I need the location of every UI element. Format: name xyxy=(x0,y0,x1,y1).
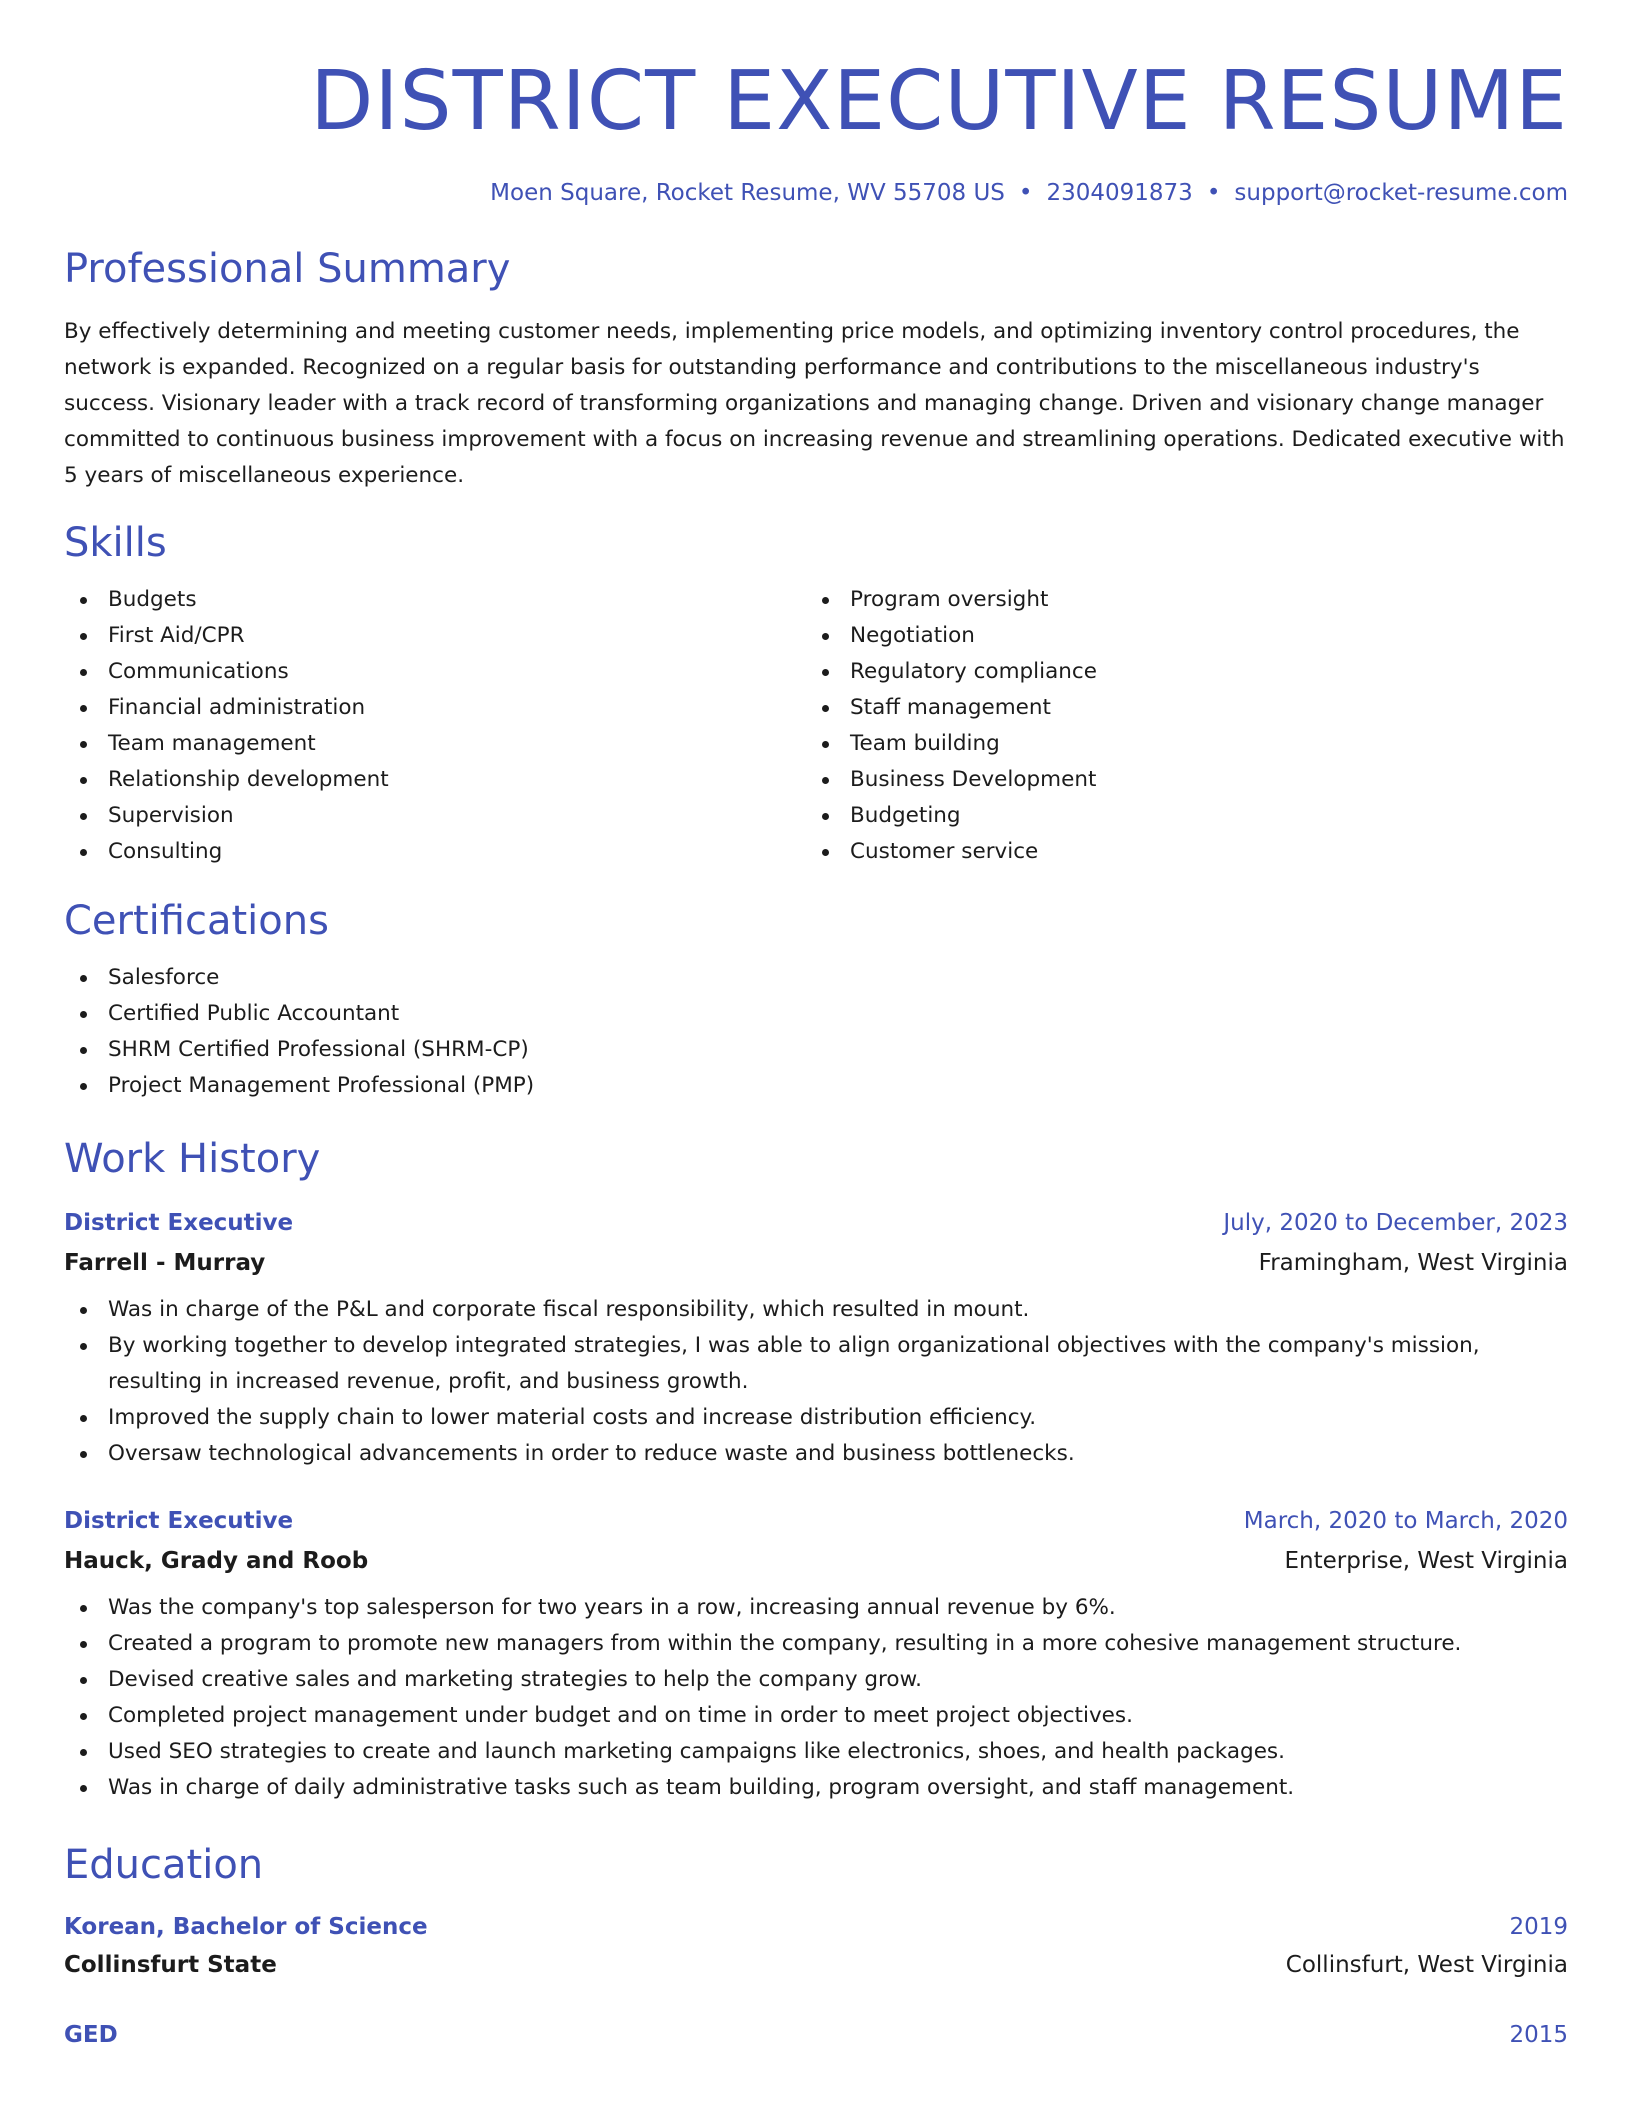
certification-item: SHRM Certified Professional (SHRM-CP) xyxy=(64,1032,1568,1068)
summary-text: By effectively determining and meeting customer needs, implementing price models, and optimizing inventory control procedures, the network is expanded. Recognized on a regular basis for outstanding performance and contributions to the miscellaneous industry's success. Visionary leader with a track record of transforming organizations and managing change. Driven and visionary change manager committed to continuous business improvement with a focus on increasing revenue and streamlining operations. Dedicated executive with 5 years of miscellaneous experience. xyxy=(64,319,1565,488)
school-location: Collinsfurt, West Virginia xyxy=(1285,1952,1568,1978)
work-entry-subheader xyxy=(64,1248,1568,1278)
work-entry-header xyxy=(64,1208,1568,1238)
skills-list-right xyxy=(806,582,1548,870)
skill-item: First Aid/CPR xyxy=(64,618,806,654)
job-duties-list xyxy=(64,1292,1568,1472)
education-entry xyxy=(64,2020,1568,2050)
education-entry-header xyxy=(64,2020,1568,2050)
job-location: Framingham, West Virginia xyxy=(1258,1250,1568,1276)
skill-item: Customer service xyxy=(806,834,1548,870)
skill-item: Consulting xyxy=(64,834,806,870)
school-name: Collinsfurt State xyxy=(64,1952,277,1978)
skill-item: Budgeting xyxy=(806,798,1548,834)
graduation-year: 2019 xyxy=(1509,1914,1568,1940)
summary-heading: Professional Summary xyxy=(64,246,511,292)
job-duty: Was in charge of the P&L and corporate fiscal responsibility, which resulted in mount. xyxy=(64,1292,1568,1328)
skill-item: Staff management xyxy=(806,690,1548,726)
company-name: Farrell - Murray xyxy=(64,1250,266,1276)
skills-grid xyxy=(64,582,1568,870)
job-title: District Executive xyxy=(64,1508,294,1534)
resume-header xyxy=(64,0,1568,208)
job-duty: Devised creative sales and marketing strategies to help the company grow. xyxy=(64,1662,1568,1698)
skill-item: Communications xyxy=(64,654,806,690)
contact-separator: • xyxy=(1018,180,1033,206)
contact-address: Moen Square, Rocket Resume, WV 55708 US xyxy=(490,180,1005,206)
contact-email: support@rocket-resume.com xyxy=(1234,180,1568,206)
contact-line xyxy=(64,178,1568,208)
job-location: Enterprise, West Virginia xyxy=(1284,1548,1568,1574)
skill-item: Negotiation xyxy=(806,618,1548,654)
degree-name: GED xyxy=(64,2022,118,2048)
graduation-year: 2015 xyxy=(1509,2022,1568,2048)
education-entry-header xyxy=(64,1912,1568,1942)
education-entry xyxy=(64,1912,1568,1980)
job-duty: Improved the supply chain to lower material costs and increase distribution efficiency. xyxy=(64,1400,1568,1436)
company-name: Hauck, Grady and Roob xyxy=(64,1548,369,1574)
education-entry-subheader xyxy=(64,1950,1568,1980)
skill-item: Team building xyxy=(806,726,1548,762)
job-dates: March, 2020 to March, 2020 xyxy=(1243,1508,1568,1534)
job-duty: Created a program to promote new managers from within the company, resulting in a more cohesive management structure. xyxy=(64,1626,1568,1662)
skill-item: Program oversight xyxy=(806,582,1548,618)
skill-item: Supervision xyxy=(64,798,806,834)
job-duty: By working together to develop integrated strategies, I was able to align organizational objectives with the company's mission, resulting in increased revenue, profit, and business growth. xyxy=(64,1328,1568,1400)
job-duty: Completed project management under budget and on time in order to meet project objectives. xyxy=(64,1698,1568,1734)
skill-item: Business Development xyxy=(806,762,1548,798)
resume-title: DISTRICT EXECUTIVE RESUME xyxy=(310,54,1568,149)
work-entry-subheader xyxy=(64,1546,1568,1576)
job-duty: Was in charge of daily administrative tasks such as team building, program oversight, and staff management. xyxy=(64,1770,1568,1806)
skill-item: Budgets xyxy=(64,582,806,618)
job-title: District Executive xyxy=(64,1210,294,1236)
work-entry-header xyxy=(64,1506,1568,1536)
certification-item: Salesforce xyxy=(64,960,1568,996)
work-history-heading: Work History xyxy=(64,1136,321,1182)
skills-heading: Skills xyxy=(64,520,167,566)
job-duty: Oversaw technological advancements in order to reduce waste and business bottlenecks. xyxy=(64,1436,1568,1472)
skill-item: Financial administration xyxy=(64,690,806,726)
degree-name: Korean, Bachelor of Science xyxy=(64,1914,428,1940)
contact-separator: • xyxy=(1206,180,1221,206)
work-entry xyxy=(64,1506,1568,1806)
job-duty: Used SEO strategies to create and launch marketing campaigns like electronics, shoes, and health packages. xyxy=(64,1734,1568,1770)
work-entry xyxy=(64,1208,1568,1472)
skill-item: Relationship development xyxy=(64,762,806,798)
job-dates: July, 2020 to December, 2023 xyxy=(1223,1210,1568,1236)
contact-phone: 2304091873 xyxy=(1046,180,1193,206)
certification-item: Certified Public Accountant xyxy=(64,996,1568,1032)
skill-item: Team management xyxy=(64,726,806,762)
education-heading: Education xyxy=(64,1842,264,1888)
certifications-heading: Certifications xyxy=(64,898,329,944)
job-duty: Was the company's top salesperson for two years in a row, increasing annual revenue by 6%. xyxy=(64,1590,1568,1626)
job-duties-list xyxy=(64,1590,1568,1806)
certification-item: Project Management Professional (PMP) xyxy=(64,1068,1568,1104)
skill-item: Regulatory compliance xyxy=(806,654,1548,690)
skills-list-left xyxy=(64,582,806,870)
certifications-list xyxy=(64,960,1568,1104)
